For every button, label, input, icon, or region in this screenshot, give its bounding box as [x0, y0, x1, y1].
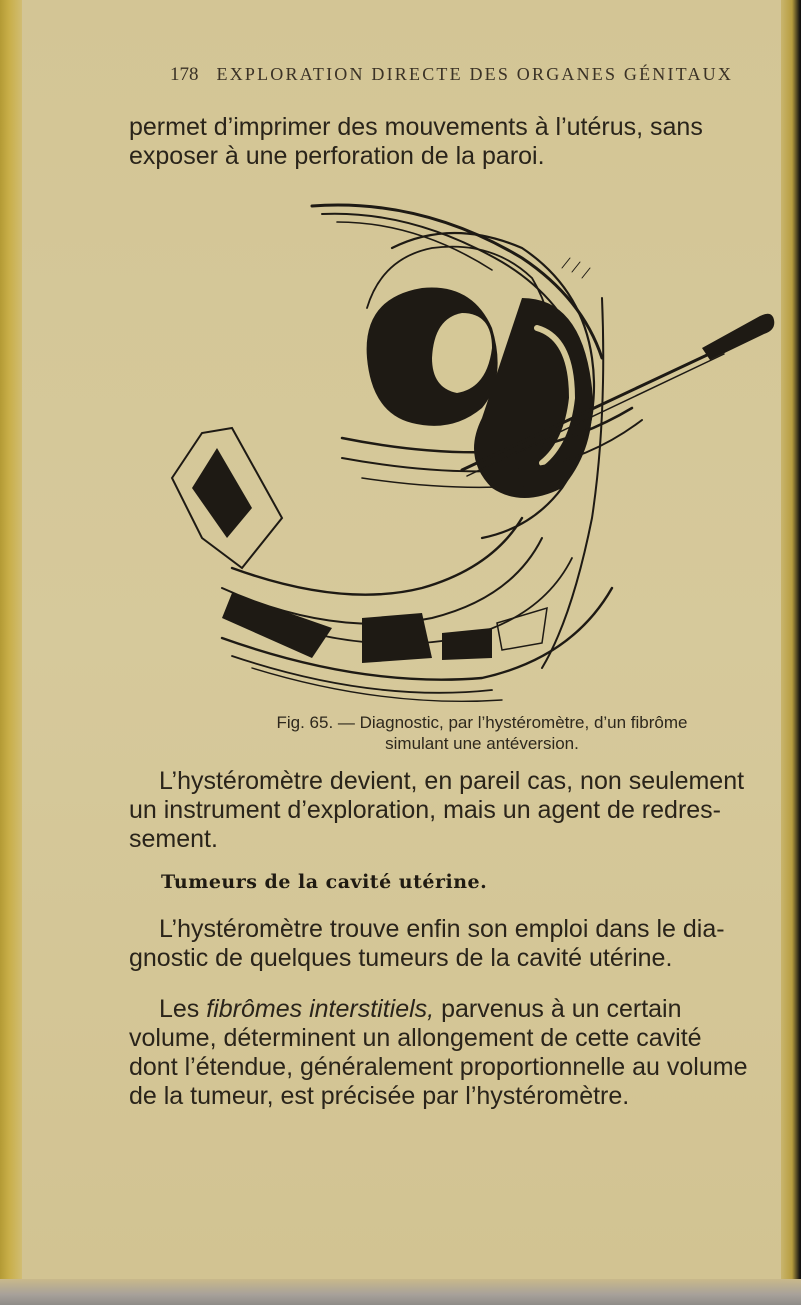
page-number: 178	[170, 64, 199, 85]
text-line: dont l’étendue, généralement proportionnelle au volume	[129, 1053, 748, 1081]
text-span: Les	[159, 995, 207, 1023]
page-edge-shadow	[781, 0, 801, 1305]
paragraph-1	[129, 767, 761, 854]
text-line	[129, 995, 761, 1024]
text-line: L’hystéromètre devient, en pareil cas, non seulement	[159, 767, 745, 795]
paragraph-3	[129, 995, 761, 1111]
section-heading: Tumeurs de la cavité utérine.	[161, 871, 488, 893]
text-line: de la tumeur, est précisée par l’hystéromètre.	[129, 1082, 630, 1110]
text-span: parvenus à un certain	[434, 995, 682, 1023]
book-gutter	[0, 0, 22, 1305]
text-line: L’hystéromètre trouve enfin son emploi dans le dia-	[159, 915, 725, 943]
running-head	[170, 64, 734, 86]
running-title: EXPLORATION DIRECTE DES ORGANES GÉNITAUX	[216, 64, 734, 84]
caption-line: Fig. 65. — Diagnostic, par l’hystéromètre, d’un fibrôme	[276, 713, 688, 732]
anatomical-figure	[162, 188, 782, 708]
figure-caption	[222, 712, 742, 754]
text-line: sement.	[129, 825, 218, 853]
intro-text	[129, 113, 761, 171]
caption-line: simulant une antéversion.	[385, 734, 579, 753]
book-page	[22, 0, 781, 1279]
text-line: un instrument d’exploration, mais un agent de redres-	[129, 796, 721, 824]
text-line: exposer à une perforation de la paroi.	[129, 142, 545, 170]
text-line: permet d’imprimer des mouvements à l’utérus, sans	[129, 113, 703, 141]
page-bottom-edge	[0, 1279, 801, 1305]
text-line: volume, déterminent un allongement de cette cavité	[129, 1024, 702, 1052]
text-line: gnostic de quelques tumeurs de la cavité utérine.	[129, 944, 673, 972]
italic-term: fibrômes interstitiels,	[206, 995, 435, 1023]
paragraph-2	[129, 915, 761, 973]
